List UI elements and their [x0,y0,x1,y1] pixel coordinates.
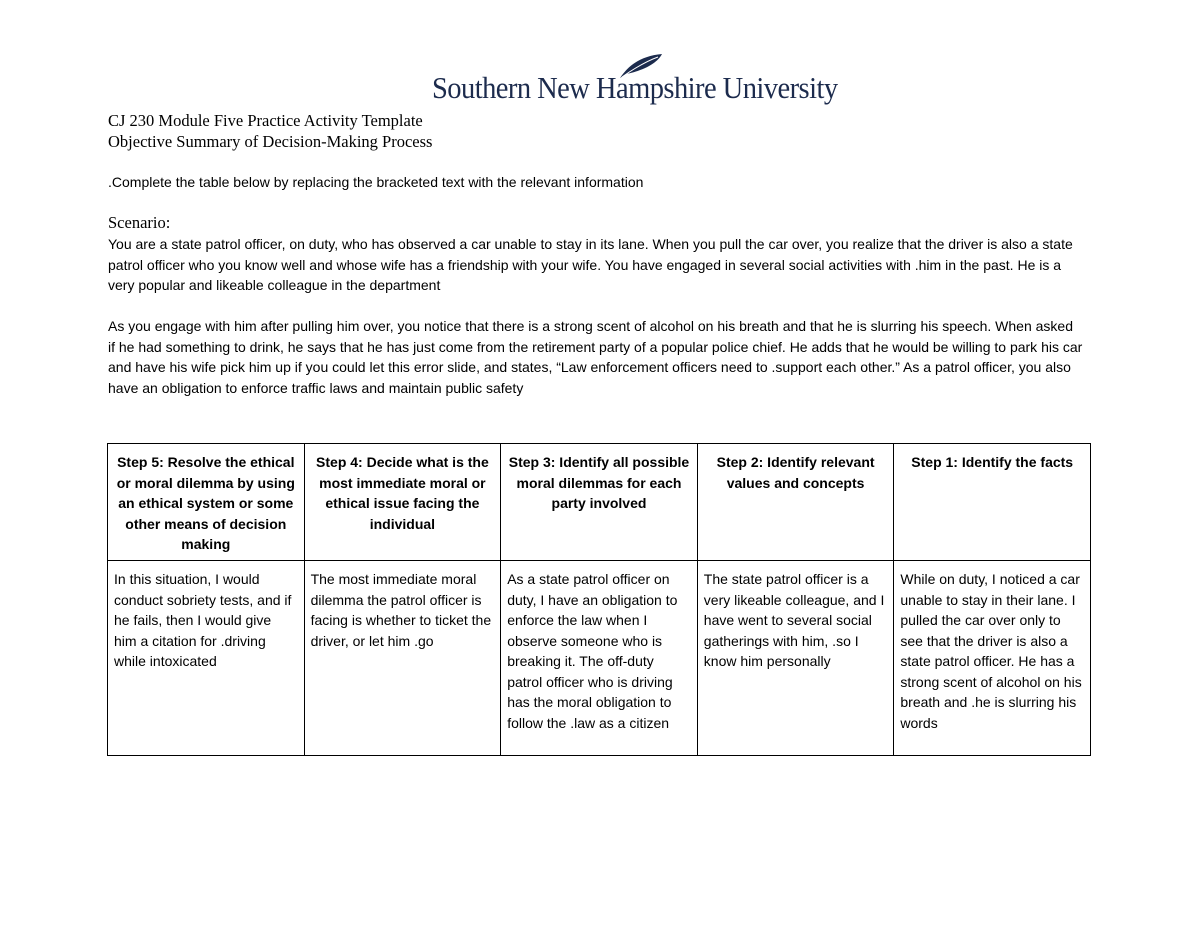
decision-making-table [107,443,1091,756]
cell-step-5[interactable]: In this situation, I would conduct sobriety tests, and if he fails, then I would give him a citation for .driving while intoxicated [108,561,305,756]
header-step-3: Step 3: Identify all possible moral dilemmas for each party involved [501,444,698,561]
header-step-4: Step 4: Decide what is the most immediate moral or ethical issue facing the individual [304,444,501,561]
cell-step-2[interactable]: The state patrol officer is a very likeable colleague, and I have went to several social gatherings with him, .so I know him personally [697,561,894,756]
logo-wordmark: Southern New Hampshire University [432,70,838,105]
cell-step-1[interactable]: While on duty, I noticed a car unable to stay in their lane. I pulled the car over only to see that the driver is also a state patrol officer. He has a strong scent of alcohol on his breath and .he is slurring his words [894,561,1091,756]
quill-feather-icon [618,52,664,80]
scenario-heading: Scenario: [108,213,171,232]
cell-step-4[interactable]: The most immediate moral dilemma the patrol officer is facing is whether to ticket the driver, or let him .go [304,561,501,756]
table-row [108,561,1091,756]
header-step-1: Step 1: Identify the facts [894,444,1091,561]
university-logo [432,52,873,103]
document-subtitle: Objective Summary of Decision-Making Process [108,132,433,151]
table-header-row [108,444,1091,561]
header-step-5: Step 5: Resolve the ethical or moral dilemma by using an ethical system or some other means of decision making [108,444,305,561]
instructions-text: .Complete the table below by replacing the bracketed text with the relevant information [108,174,644,190]
header-step-2: Step 2: Identify relevant values and concepts [697,444,894,561]
scenario-paragraph-2: As you engage with him after pulling him over, you notice that there is a strong scent of alcohol on his breath and that he is slurring his speech. When asked if he had something to drink, he says that he has just come from the retirement party of a popular police chief. He adds that he would be willing to park his car and have his wife pick him up if you could let this error slide, and states, “Law enforcement officers need to .support each other.” As a patrol officer, you also have an obligation to enforce traffic laws and maintain public safety [108,318,1083,396]
cell-step-3[interactable]: As a state patrol officer on duty, I have an obligation to enforce the law when I observe someone who is breaking it. The off-duty patrol officer who is driving has the moral obligation to follow the .law as a citizen [501,561,698,756]
scenario-paragraph-1: You are a state patrol officer, on duty, who has observed a car unable to stay in its lane. When you pull the car over, you realize that the driver is also a state patrol officer who you know well and whose wife has a friendship with your wife. You have engaged in several social activities with .him in the past. He is a very popular and likeable colleague in the department [108,236,1073,293]
document-title: CJ 230 Module Five Practice Activity Template [108,111,423,130]
